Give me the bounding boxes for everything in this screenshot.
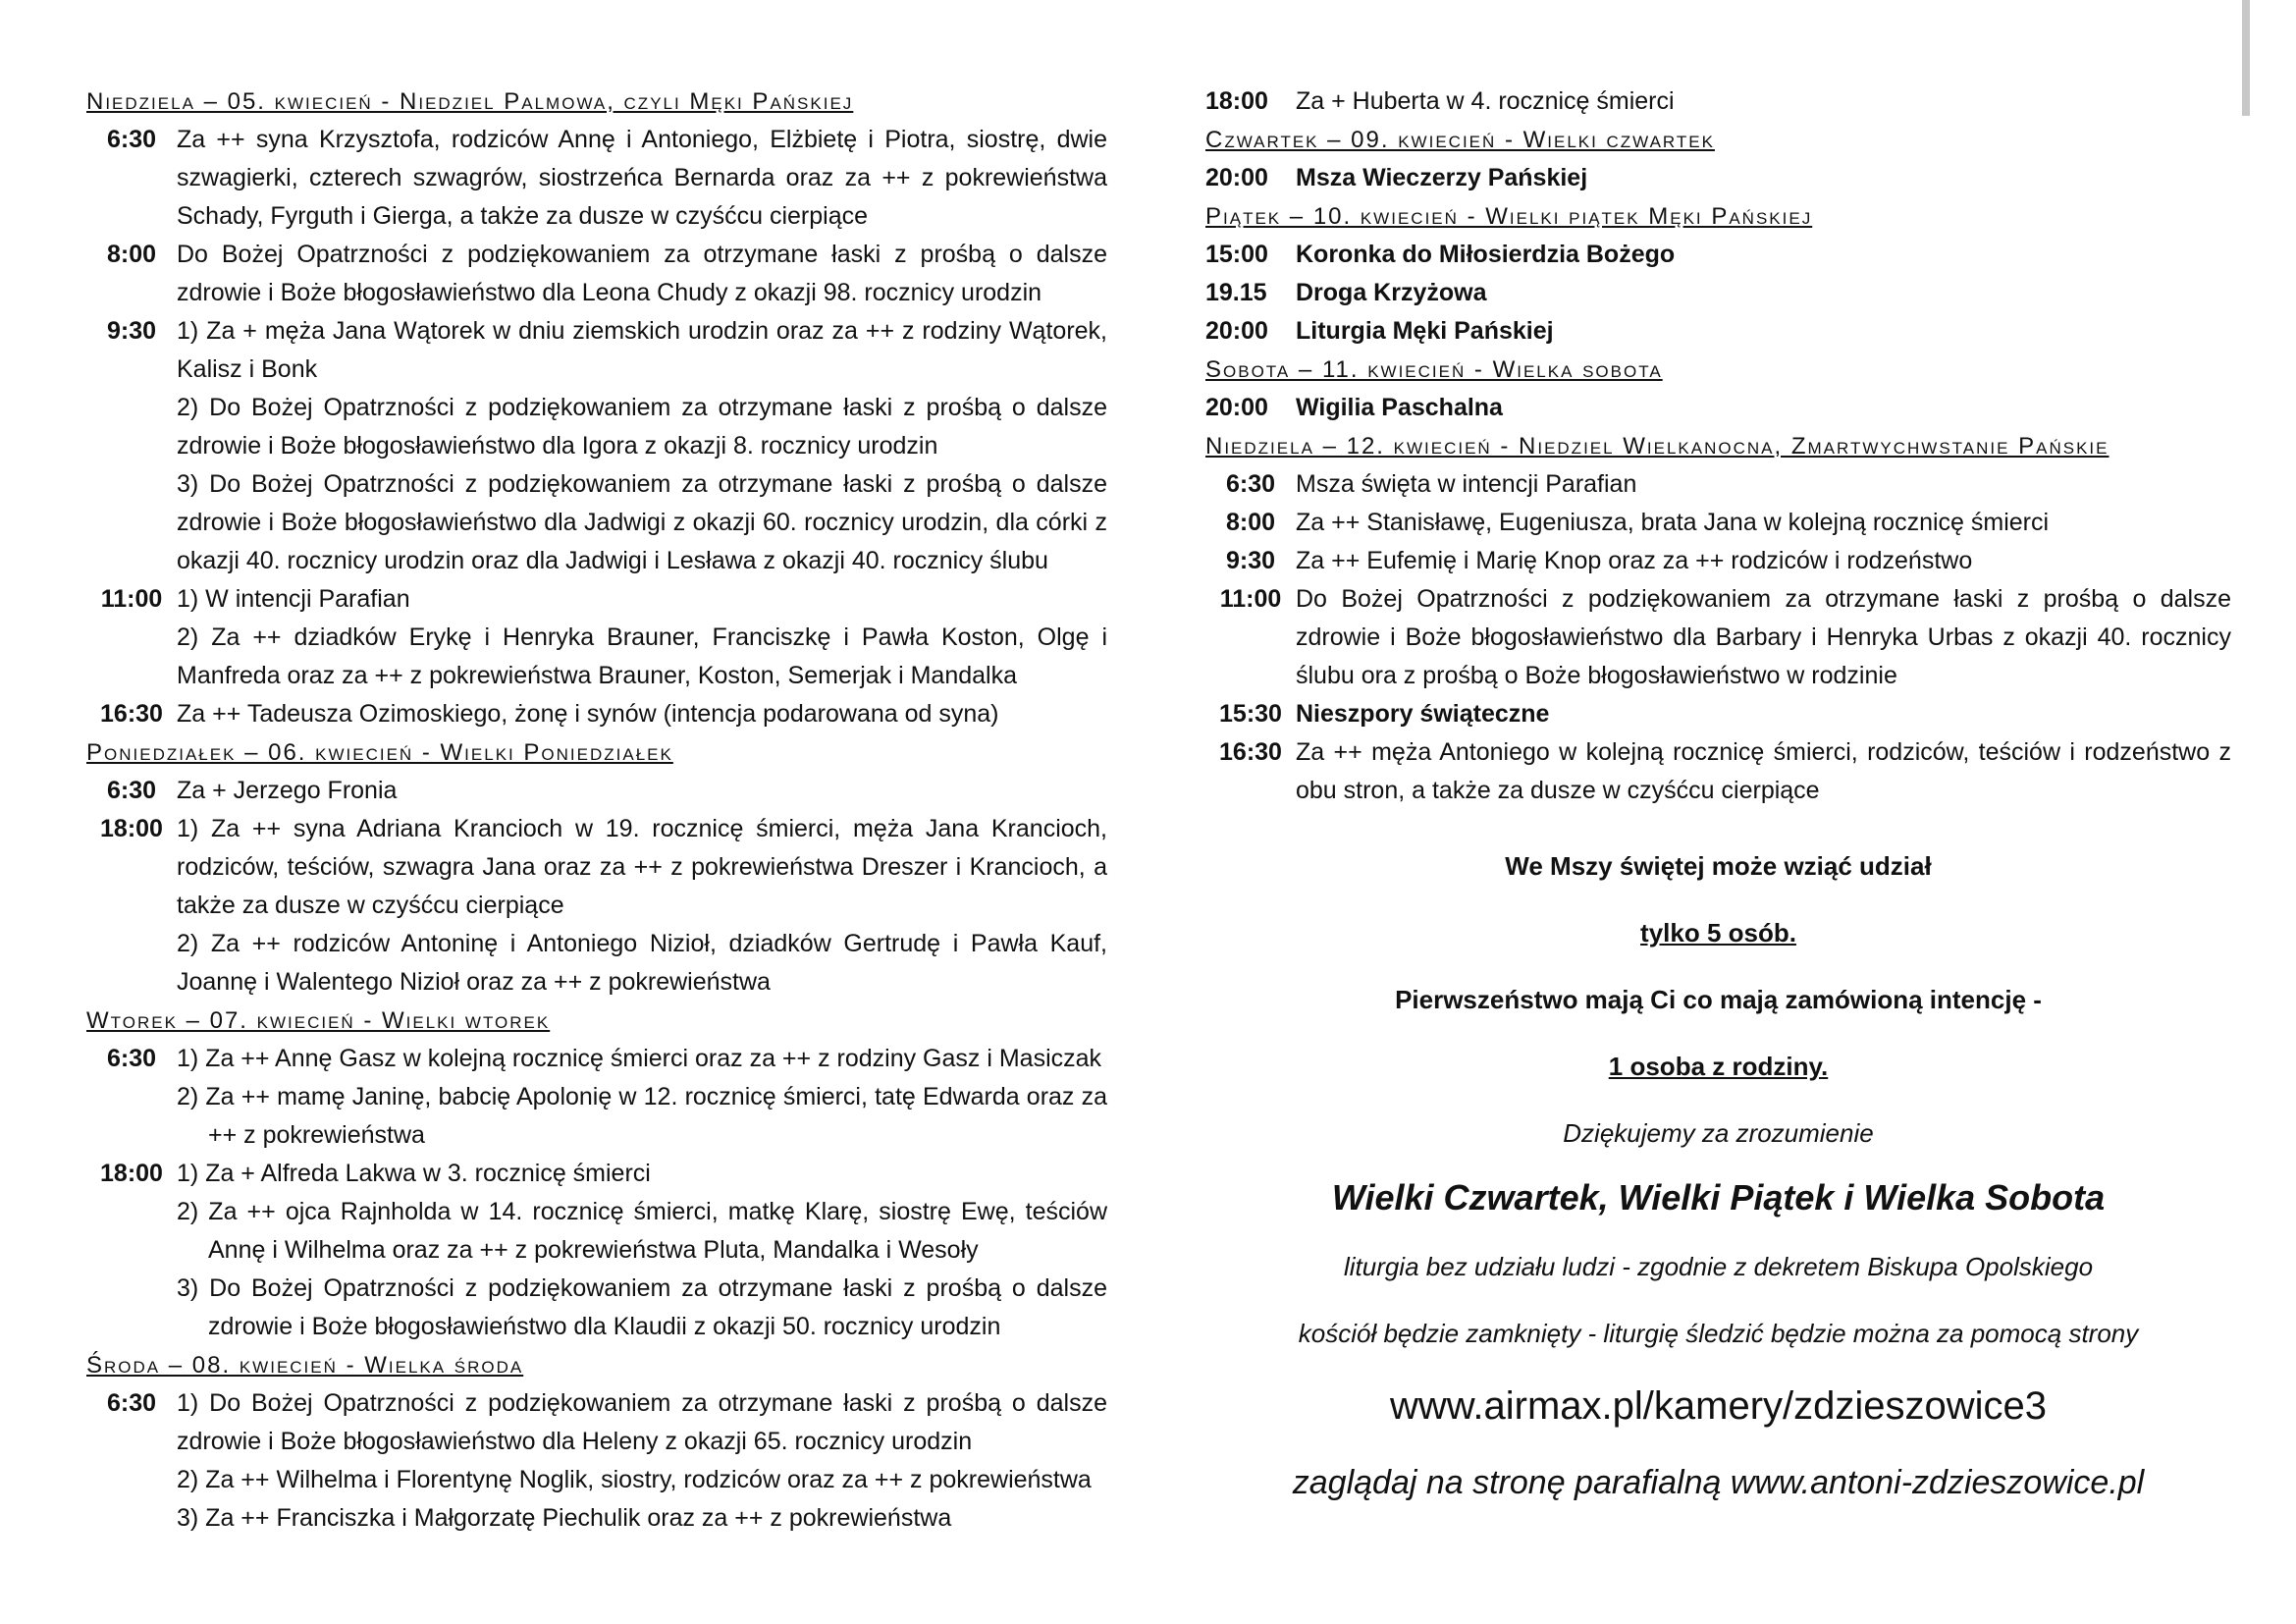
entry-time: 18:00 [1205, 87, 1268, 115]
schedule-entry [1205, 733, 2231, 810]
entry-text: Za ++ męża Antoniego w kolejną rocznicę śmierci, rodziców, teściów i rodzeństwo z obu stron, a także za dusze w czyśćcu cierpiące [1296, 738, 2231, 804]
entry-text: 3) Do Bożej Opatrzności z podziękowaniem za otrzymane łaski z prośbą o dalsze zdrowie i Boże błogosławieństwo dla Jadwigi z okazji 60. rocznicy urodzin, dla córki z okazji 40. rocznicy urodzin oraz dla Jadwigi i Lesława z okazji 40. rocznicy ślubu [177, 470, 1107, 574]
entry-time: 6:30 [106, 1045, 157, 1072]
schedule-entry [1205, 159, 2231, 197]
day-heading: Piątek – 10. kwiecień - Wielki piątek Męki Pańskiej [1205, 203, 1813, 230]
entry-text: 1) Do Bożej Opatrzności z podziękowaniem za otrzymane łaski z prośbą o dalsze zdrowie i Boże błogosławieństwo dla Heleny z okazji 65. rocznicy urodzin [177, 1389, 1107, 1455]
entry-time: 6:30 [106, 126, 157, 153]
notice-stream-link[interactable]: www.airmax.pl/kamery/zdzieszowice3 [1389, 1384, 2048, 1428]
entry-text: 1) W intencji Parafian [177, 585, 410, 613]
right-schedule-column [1205, 82, 2231, 810]
entry-time: 20:00 [1205, 317, 1268, 345]
entry-time: 6:30 [1225, 470, 1276, 498]
schedule-entry [1205, 274, 2231, 312]
notice-holy-days: Wielki Czwartek, Wielki Piątek i Wielka Sobota [1331, 1177, 2106, 1218]
entry-time: 6:30 [106, 777, 157, 804]
day-heading: Poniedziałek – 06. kwiecień - Wielki Poniedziałek [86, 739, 673, 766]
entry-text: 2) Za ++ ojca Rajnholda w 14. rocznicę śmierci, matkę Klarę, siostrę Ewę, teściów Annę i Wilhelma oraz za ++ z pokrewieństwa Pluta, Mandalka i Wesoły [177, 1198, 1107, 1264]
entry-text: Liturgia Męki Pańskiej [1296, 317, 1554, 345]
entry-text: 1) Za ++ Annę Gasz w kolejną rocznicę śmierci oraz za ++ z rodziny Gasz i Masiczak [177, 1045, 1102, 1072]
day-heading: Sobota – 11. kwiecień - Wielka sobota [1205, 356, 1663, 383]
schedule-entry [86, 236, 1107, 312]
entry-time: 16:30 [1219, 738, 1282, 766]
notice-limit: tylko 5 osób. [1640, 918, 1796, 947]
entry-text: 1) Za ++ syna Adriana Krancioch w 19. rocznicę śmierci, męża Jana Krancioch, rodziców, teściów, szwagra Jana oraz za ++ z pokrewieństwa Dreszer i Krancioch, a także za dusze w czyśćcu cierpiące [177, 815, 1107, 919]
entry-text: Nieszpory świąteczne [1296, 700, 1550, 728]
notice-participation: We Mszy świętej może wziąć udział [1505, 851, 1932, 881]
day-heading: Środa – 08. kwiecień - Wielka środa [86, 1352, 524, 1379]
entry-text: 3) Do Bożej Opatrzności z podziękowaniem za otrzymane łaski z prośbą o dalsze zdrowie i Boże błogosławieństwo dla Klaudii z okazji 50. rocznicy urodzin [177, 1274, 1107, 1340]
entry-text: 2) Za ++ rodziców Antoninę i Antoniego Nizioł, dziadków Gertrudę i Pawła Kauf, Joannę i Walentego Nizioł oraz za ++ z pokrewieństwa [177, 930, 1107, 996]
day-heading: Czwartek – 09. kwiecień - Wielki czwartek [1205, 127, 1715, 153]
entry-text: Droga Krzyżowa [1296, 279, 1487, 306]
left-schedule-column [86, 82, 1107, 1538]
entry-text: 2) Za ++ Wilhelma i Florentynę Noglik, siostry, rodziców oraz za ++ z pokrewieństwa [177, 1466, 1092, 1493]
entry-time: 20:00 [1205, 394, 1268, 421]
entry-time: 18:00 [100, 815, 163, 842]
entry-text: Koronka do Miłosierdzia Bożego [1296, 241, 1676, 268]
entry-text: Za ++ Stanisławę, Eugeniusza, brata Jana w kolejną rocznicę śmierci [1296, 509, 2050, 536]
entry-time: 11:00 [100, 585, 163, 613]
notice-one-person: 1 osoba z rodziny. [1608, 1052, 1829, 1081]
notice-priority: Pierwszeństwo mają Ci co mają zamówioną intencję - [1395, 985, 2042, 1014]
entry-time: 11:00 [1219, 585, 1282, 613]
entry-time: 6:30 [106, 1389, 157, 1417]
entry-time: 19.15 [1205, 279, 1267, 306]
schedule-entry [86, 121, 1107, 236]
entry-time: 8:00 [1225, 509, 1276, 536]
notice-church-closed: kościół będzie zamknięty - liturgię śledzić będzie można za pomocą strony [1298, 1319, 2139, 1348]
entry-time: 15:30 [1219, 700, 1282, 728]
entry-text: 2) Za ++ dziadków Erykę i Henryka Brauner, Franciszkę i Pawła Koston, Olgę i Manfreda oraz za ++ z pokrewieństwa Brauner, Koston, Semerjak i Mandalka [177, 623, 1107, 689]
schedule-entry [1205, 504, 2231, 542]
notice-thanks: Dziękujemy za zrozumienie [1563, 1118, 1874, 1148]
day-heading: Niedziela – 12. kwiecień - Niedziel Wielkanocna, Zmartwychwstanie Pańskie [1205, 433, 2109, 460]
entry-text: Wigilia Paschalna [1296, 394, 1503, 421]
entry-text: 2) Za ++ mamę Janinę, babcię Apolonię w 12. rocznicę śmierci, tatę Edwarda oraz za ++ z pokrewieństwa [177, 1083, 1107, 1149]
scrollbar[interactable] [2242, 0, 2250, 116]
schedule-entry [1205, 389, 2231, 427]
entry-time: 9:30 [106, 317, 157, 345]
schedule-entry [86, 1384, 1107, 1538]
entry-text: 1) Za + męża Jana Wątorek w dniu ziemskich urodzin oraz za ++ z rodziny Wątorek, Kalisz i Bonk [177, 317, 1107, 383]
schedule-entry [1205, 465, 2231, 504]
schedule-entry [1205, 312, 2231, 351]
schedule-entry [86, 312, 1107, 580]
entry-text: Msza Wieczerzy Pańskiej [1296, 164, 1588, 191]
entry-text: 1) Za + Alfreda Lakwa w 3. rocznicę śmierci [177, 1160, 651, 1187]
notice-liturgy-info: liturgia bez udziału ludzi - zgodnie z dekretem Biskupa Opolskiego [1343, 1252, 2094, 1281]
day-heading: Wtorek – 07. kwiecień - Wielki wtorek [86, 1007, 551, 1034]
schedule-entry [1205, 236, 2231, 274]
entry-text: Za + Jerzego Fronia [177, 777, 398, 804]
day-heading: Niedziela – 05. kwiecień - Niedziel Palmowa, czyli Męki Pańskiej [86, 88, 854, 115]
entry-text: Do Bożej Opatrzności z podziękowaniem za otrzymane łaski z prośbą o dalsze zdrowie i Boże błogosławieństwo dla Leona Chudy z okazji 98. rocznicy urodzin [177, 241, 1107, 306]
entry-time: 15:00 [1205, 241, 1268, 268]
entry-time: 8:00 [106, 241, 157, 268]
entry-text: Msza święta w intencji Parafian [1296, 470, 1637, 498]
notice-box [1205, 846, 2231, 1506]
entry-text: Za ++ Eufemię i Marię Knop oraz za ++ rodziców i rodzeństwo [1296, 547, 1973, 574]
schedule-entry [1205, 542, 2231, 580]
schedule-entry [86, 580, 1107, 695]
schedule-entry [86, 695, 1107, 733]
entry-text: Za + Huberta w 4. rocznicę śmierci [1296, 87, 1675, 115]
schedule-entry [1205, 695, 2231, 733]
entry-time: 20:00 [1205, 164, 1268, 191]
entry-text: Za ++ syna Krzysztofa, rodziców Annę i Antoniego, Elżbietę i Piotra, siostrę, dwie szwagierki, czterech szwagrów, siostrzeńca Bernarda oraz za ++ z pokrewieństwa Schady, Fyrguth i Gierga, a także za dusze w czyśćcu cierpiące [177, 126, 1107, 230]
schedule-entry [86, 1040, 1107, 1155]
entry-text: 3) Za ++ Franciszka i Małgorzatę Piechulik oraz za ++ z pokrewieństwa [177, 1504, 952, 1532]
schedule-entry [1205, 82, 2231, 121]
entry-time: 9:30 [1225, 547, 1276, 574]
schedule-entry [86, 810, 1107, 1001]
entry-time: 18:00 [100, 1160, 163, 1187]
entry-time: 16:30 [100, 700, 163, 728]
entry-text: Za ++ Tadeusza Ozimoskiego, żonę i synów (intencja podarowana od syna) [177, 700, 999, 728]
schedule-entry [86, 1155, 1107, 1346]
entry-text: Do Bożej Opatrzności z podziękowaniem za otrzymane łaski z prośbą o dalsze zdrowie i Boże błogosławieństwo dla Barbary i Henryka Urbas z okazji 40. rocznicy ślubu ora z prośbą o Boże błogosławieństwo w rodzinie [1296, 585, 2231, 689]
schedule-entry [86, 772, 1107, 810]
entry-text: 2) Do Bożej Opatrzności z podziękowaniem za otrzymane łaski z prośbą o dalsze zdrowie i Boże błogosławieństwo dla Igora z okazji 8. rocznicy urodzin [177, 394, 1107, 460]
schedule-entry [1205, 580, 2231, 695]
notice-parish-link[interactable]: zaglądaj na stronę parafialną www.antoni-zdzieszowice.pl [1292, 1464, 2145, 1501]
